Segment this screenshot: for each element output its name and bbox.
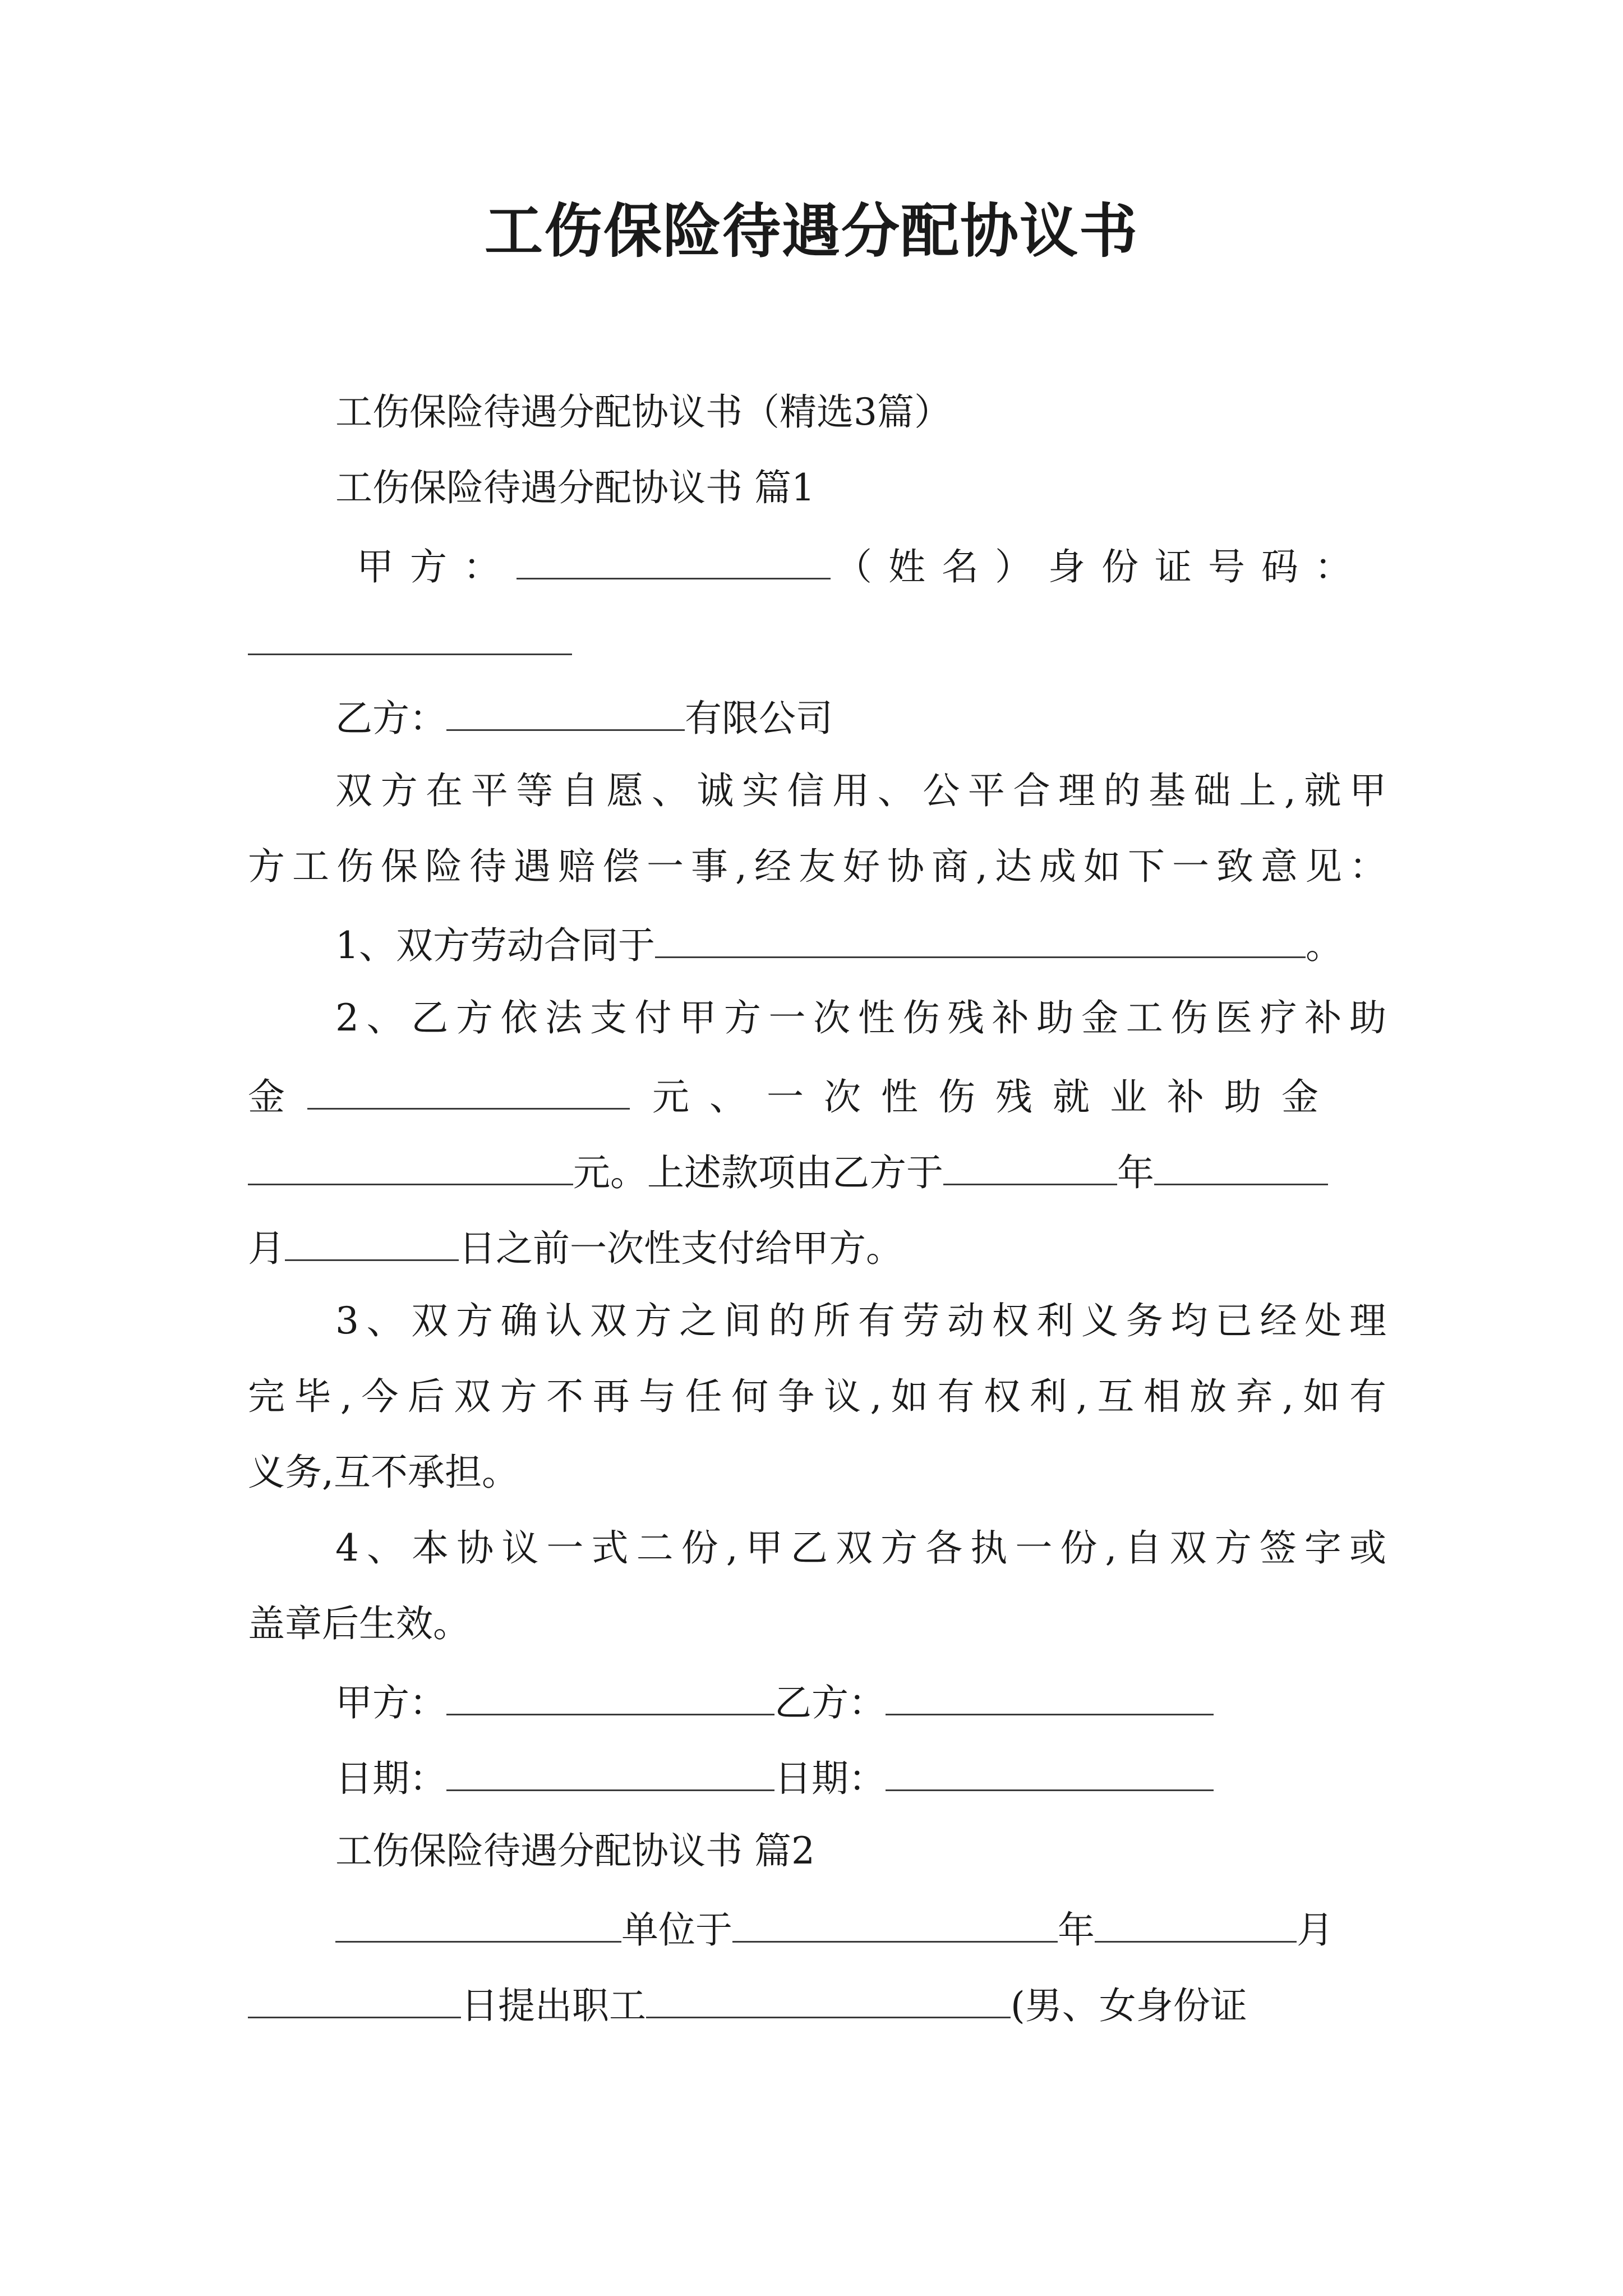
clause-1-text: 1、双方劳动合同于 [335, 924, 655, 967]
clause-4-line-1: 4、本协议一式二份,甲乙双方各执一份,自双方签字或 [335, 1526, 1386, 1570]
date-b-blank [886, 1750, 1214, 1791]
section-2-line-1 [335, 1902, 1386, 1955]
clause-2-line-2 [248, 1069, 1386, 1122]
payment-day-blank [285, 1220, 459, 1261]
payment-month-blank [1154, 1144, 1328, 1185]
section-heading-1: 工伤保险待遇分配协议书 篇1 [335, 466, 815, 509]
s2-employee-text: 日提出职工 [461, 1984, 646, 2027]
unit-text: 单位于 [621, 1908, 732, 1952]
clause-1 [335, 917, 1343, 971]
party-b-suffix: 有限公司 [685, 697, 833, 740]
party-a-name-blank [517, 539, 831, 579]
sign-party-b-label: 乙方： [774, 1681, 886, 1724]
section-heading-2: 工伤保险待遇分配协议书 篇2 [335, 1829, 815, 1872]
clause-3-line-1: 3、双方确认双方之间的所有劳动权利义务均已经处理 [335, 1299, 1386, 1342]
s2-year-label: 年 [1058, 1908, 1095, 1952]
clause-2-mid: 元、一次性伤残就业补助金 [652, 1075, 1339, 1119]
clause-2-line-4 [248, 1220, 903, 1274]
clause-3-line-2: 完毕,今后双方不再与任何争议,如有权利,互相放弃,如有 [248, 1375, 1386, 1418]
payment-year-blank [943, 1144, 1117, 1185]
sign-party-a-blank [446, 1674, 774, 1715]
month-label: 月 [248, 1227, 285, 1270]
signature-line [335, 1674, 1214, 1728]
s2-month-label: 月 [1297, 1908, 1334, 1952]
date-a-blank [446, 1750, 774, 1791]
medical-subsidy-blank [307, 1069, 630, 1110]
clause-1-end: 。 [1306, 924, 1343, 967]
intro-line-2: 方工伤保险待遇赔偿一事,经友好协商,达成如下一致意见： [248, 845, 1386, 888]
clause-2-line-1: 2、乙方依法支付甲方一次性伤残补助金工伤医疗补助 [335, 996, 1386, 1039]
s2-year-blank [732, 1902, 1058, 1943]
clause-3-line-3: 义务,互不承担。 [248, 1451, 519, 1494]
party-a-id-label: （姓名）身份证号码： [835, 545, 1368, 588]
date-b-label: 日期： [774, 1757, 886, 1800]
sign-party-a-label: 甲方： [335, 1681, 446, 1724]
clause-4-line-2: 盖章后生效。 [248, 1602, 470, 1645]
party-a-line [357, 539, 1368, 592]
clause-2-end: 日之前一次性支付给甲方。 [459, 1227, 903, 1270]
party-a-label: 甲方： [357, 545, 517, 588]
party-b-label: 乙方： [335, 697, 446, 740]
year-label: 年 [1117, 1151, 1154, 1194]
unit-blank [335, 1902, 621, 1943]
clause-2-payment-text: 元。上述款项由乙方于 [573, 1151, 943, 1194]
section-2-line-2 [248, 1977, 1386, 2031]
party-a-id-line [248, 614, 572, 668]
date-line [335, 1750, 1214, 1804]
party-b-blank [446, 690, 685, 731]
date-a-label: 日期： [335, 1757, 446, 1800]
s2-month-blank [1095, 1902, 1297, 1943]
clause-2-line-3 [248, 1144, 1386, 1198]
s2-gender-id-text: (男、女身份证 [1011, 1984, 1247, 2027]
employment-subsidy-blank [248, 1144, 573, 1185]
sign-party-b-blank [886, 1674, 1214, 1715]
party-b-line [335, 690, 833, 744]
intro-line-1: 双方在平等自愿、诚实信用、公平合理的基础上,就甲 [335, 769, 1386, 812]
s2-day-blank [248, 1977, 461, 2018]
subtitle-line: 工伤保险待遇分配协议书（精选3篇） [335, 390, 951, 434]
clause-2-prefix: 金 [248, 1075, 285, 1119]
employee-name-blank [646, 1977, 1011, 2018]
contract-date-blank [655, 917, 1306, 958]
party-a-id-blank [248, 614, 572, 655]
page-title: 工伤保险待遇分配协议书 [484, 196, 1138, 265]
